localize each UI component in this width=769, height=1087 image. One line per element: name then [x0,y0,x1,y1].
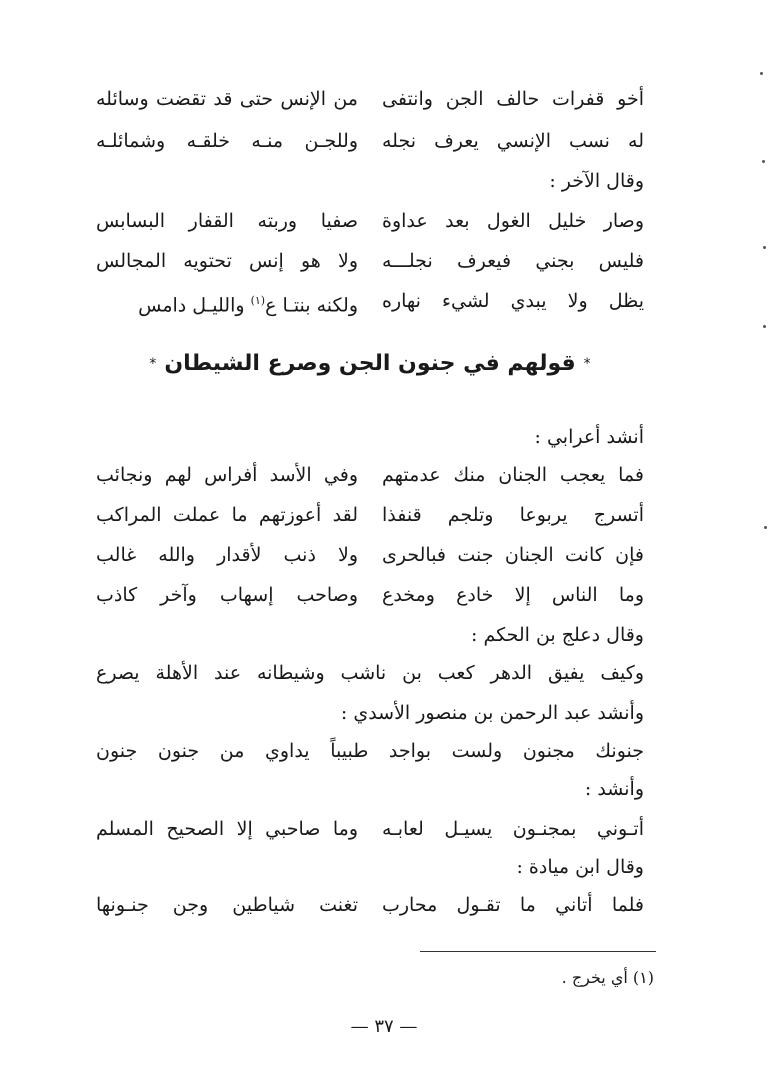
verse-second-hemistich: وللجـن منـه خلقـه وشمائلـه [96,130,358,152]
verse-line [96,498,644,532]
section-heading [96,344,644,384]
verse-text: ولكنه بنتـا ع [265,294,358,317]
attribution-line: وقال ابن ميادة : [516,856,644,878]
verse-first-hemistich: وما الناس إلا خادع ومخدع [382,584,644,606]
star-ornament-icon: * [149,356,157,372]
verse-line [96,244,644,278]
verse-second-hemistich [96,284,358,318]
verse-second-hemistich: ولا ذنب لأقدار والله غالب [96,544,358,566]
scan-speck [764,526,767,529]
verse-line [96,82,644,116]
verse-line [96,578,644,612]
verse-second-hemistich: من الإنس حتى قد تقضت وسائله [96,88,358,110]
verse-line [96,888,644,922]
verse-first-hemistich: فلما أتاني ما تقـول محارب [382,894,644,916]
verse-first-hemistich: وصار خليل الغول بعد عداوة [382,210,644,232]
verse-line [96,812,644,846]
verse-second-hemistich: لقد أعوزتهم ما عملت المراكب [96,504,358,526]
scan-speck [762,160,765,163]
verse-second-hemistich: صفيا وربته القفار البسابس [96,210,358,232]
verse-line [96,284,644,318]
footnote-reference: (١) [250,294,266,307]
verse-line: وكيف يفيق الدهر كعب بن ناشب وشيطانه عند الأهلة يصرع [96,662,644,684]
verse-first-hemistich: له نسب الإنسي يعرف نجله [382,130,644,152]
verse-first-hemistich: أخو قفرات حالف الجن وانتفى [382,88,644,110]
verse-line [96,538,644,572]
attribution-line: وأنشد عبد الرحمن بن منصور الأسدي : [340,702,644,724]
page-number: — ٣٧ — [350,1016,418,1037]
footnote-text: أي يخرج . [561,968,628,987]
footnote-divider [420,951,656,952]
verse-first-hemistich: فما يعجب الجنان منك عدمتهم [382,464,644,486]
section-heading-text: قولهم في جنون الجن وصرع الشيطان [164,351,576,376]
verse-second-hemistich: تغنت شياطين وجن جنـونها [96,894,358,916]
verse-first-hemistich: فليس بجني فيعرف نجلـــه [382,250,644,272]
verse-second-hemistich: ولا هو إنس تحتويه المجالس [96,250,358,272]
attribution-line: أنشد أعرابي : [534,426,644,448]
verse-line [96,458,644,492]
verse-second-hemistich: وفي الأسد أفراس لهم ونجائب [96,464,358,486]
attribution-line: وقال دعلج بن الحكم : [471,624,644,646]
attribution-line: وأنشد : [584,778,644,800]
verse-text: والليـل دامس [138,294,251,317]
verse-first-hemistich: أتسرج يربوعا وتلجم قنفذا [382,504,644,526]
attribution-line: وقال الآخر : [549,170,644,192]
verse-line [96,124,644,158]
verse-line: جنونك مجنون ولست بواجد طبيباً يداوي من جنون جنون [96,740,644,762]
footnote [380,964,654,992]
scan-speck [763,246,766,249]
verse-line [96,204,644,238]
verse-second-hemistich: وما صاحبي إلا الصحيح المسلم [96,818,358,840]
scan-speck [760,72,763,75]
verse-first-hemistich: فإن كانت الجنان جنت فبالحرى [382,544,644,566]
footnote-number: (١) [632,968,654,987]
verse-first-hemistich: يظل ولا يبدي لشيء نهاره [382,290,644,312]
verse-first-hemistich: أتـوني بمجنـون يسيـل لعابـه [382,818,644,840]
scan-speck [763,325,766,328]
star-ornament-icon: * [583,356,591,372]
verse-second-hemistich: وصاحب إسهاب وآخر كاذب [96,584,358,606]
